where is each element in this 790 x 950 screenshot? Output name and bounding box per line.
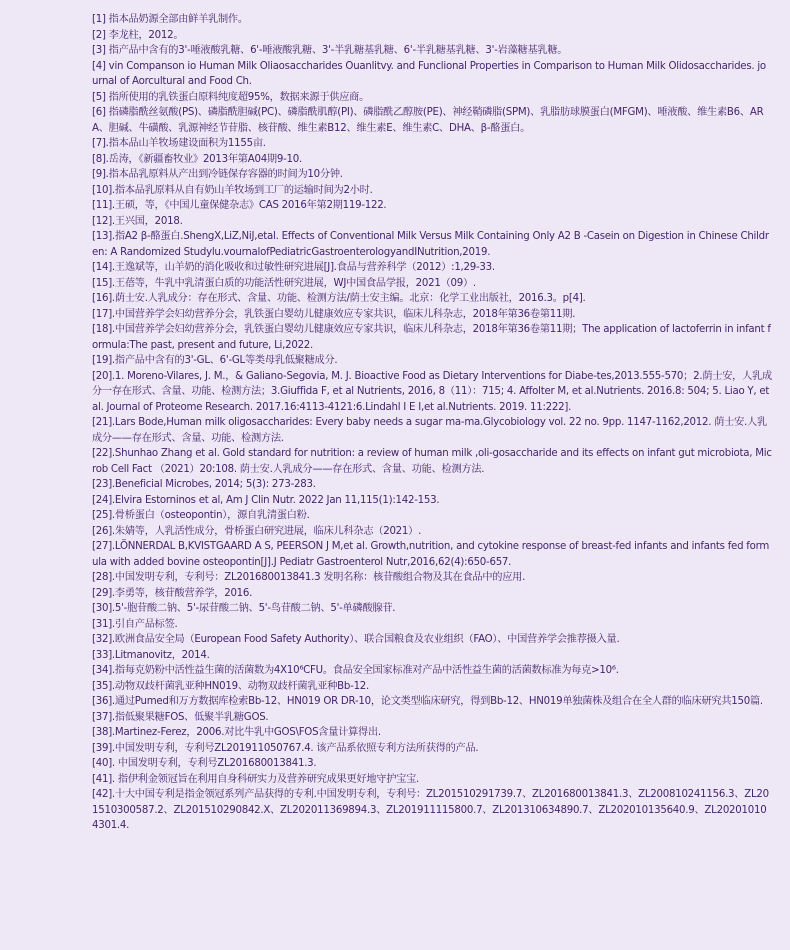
reference-item: [10].指本品乳原料从自有奶山羊牧场到工厂的运输时间为2小时. [92,184,373,196]
reference-item: [23].Beneficial Microbes, 2014; 5(3): 273-283. [92,479,316,490]
reference-item: [27].LÖNNERDAL B,KVISTGAARD A S, PEERSON J M,et al. Growth,nutrition, and cytokine response of breast-fed infants and infants fed formula with added bovine osteopontin[J].J Pediatr Gastroenterol Nutr,2016,62(4):650-657. [92,541,770,568]
reference-item: [40]. 中国发明专利，专利号ZL201680013841.3. [92,758,317,769]
reference-item: [25].骨桥蛋白（osteopontin），源自乳清蛋白粉. [92,510,310,521]
reference-item: [17].中国营养学会妇幼营养分会，乳铁蛋白婴幼儿健康效应专家共识，临床儿科杂志，2018年第36卷第11期. [92,308,576,320]
reference-item: [16].荫士安.人乳成分：存在形式、含量、功能、检测方法/荫士安主编。北京：化学工业出版社，2016.3。p[4]. [92,293,586,304]
reference-item: [2] 李龙柱，2012。 [92,29,184,41]
reference-item: [4] vin Companson io Human Milk Oliaosaccharides Ouanlitvy. and Funclional Properties in Comparison to Human Milk Olidosaccharides. journal of Aorcultural and Food Ch. [92,60,766,87]
reference-list [92,12,772,834]
reference-item: [8].岳涛，《新疆畜牧业》2013年第A04期9-10. [92,153,302,165]
reference-item: [3] 指产品中含有的3'-唾液酸乳糖、6'-唾液酸乳糖、3'-半乳糖基乳糖、6'-半乳糖基乳糖、3'-岩藻糖基乳糖。 [92,45,568,56]
reference-item: [12].王兴国，2018. [92,215,183,227]
reference-item: [26].朱婧等，人乳活性成分，骨桥蛋白研究进展，临床儿科杂志（2021）. [92,525,422,537]
reference-item: [20].1. Moreno-Vilares, J. M.，& Galiano-Segovia, M. J. Bioactive Food as Dietary Interventions for Diabe-tes,2013.555-570；2.荫士安，人乳成分一存在形式、含量、功能、检测方法；3.Giuffida F, et al Nutrients, 2016, 8（11）：715; 4. Affolter M, et al.Nutrients. 2016.8: 504; 5. Liao Y, et al. Journal of Proteome Research. 2017.16:4113-4121:6.Lindahl I E I,et al.Nutrients. 2019. 11:222]. [92,370,772,413]
reference-item: [7].指本品山羊牧场建设面积为1155亩. [92,138,266,149]
reference-item: [1] 指本品奶源全部由鲜羊乳制作。 [92,14,248,25]
reference-item: [36].通过Pumed和万方数据库检索Bb-12、HN019 OR DR-10，论文类型临床研究，得到Bb-12、HN019单独菌株及组合在全人群的临床研究共150篇. [92,696,763,707]
reference-item: [19].指产品中含有的3'-GL、6'-GL等类母乳低聚糖成分. [92,355,338,366]
reference-item: [35].动物双歧杆菌乳亚种HN019、动物双歧杆菌乳亚种Bb-12. [92,680,370,692]
reference-item: [18].中国营养学会妇幼营养分会，乳铁蛋白婴幼儿健康效应专家共识，临床儿科杂志，2018年第36卷第11期；The application of lactoferrin in infant formula:The past, present and future, Li,2022. [92,324,771,351]
reference-item: [14].王逸斌等，山羊奶的消化吸收和过敏性研究进展[J].食品与营养科学（2012）:1,29-33. [92,262,495,273]
reference-item: [5] 指所使用的乳铁蛋白原料纯度超95%，数据来源于供应商。 [92,91,370,103]
reference-item: [37].指低聚果糖FOS、低聚半乳糖GOS. [92,711,269,723]
reference-item: [38].Martinez-Ferez，2006.对比牛乳中GOS\FOS含量计算得出. [92,727,381,738]
reference-item: [28].中国发明专利，专利号：ZL201680013841.3 发明名称：核苷酸组合物及其在食品中的应用. [92,572,526,583]
reference-item: [29].李勇等，核苷酸营养学，2016. [92,587,253,599]
reference-item: [15].王蓓等，牛乳中乳清蛋白质的功能活性研究进展，WJ中国食品学报，2021（09）. [92,277,476,289]
reference-item: [13].指A2 β-酪蛋白.ShengX,LiZ,NiJ,etal. Effects of Conventional Milk Versus Milk Containing Only A2 B -Casein on Digestion in Chinese Children: A Randomized Studylu.vournalofPediatricGastroenterologyandINutrition,2019. [92,231,769,258]
reference-item: [33].Litmanovitz，2014. [92,649,210,661]
reference-item: [30].5'-胞苷酸二钠、5'-尿苷酸二钠、5'-鸟苷酸二钠、5'-单磷酸腺苷. [92,603,396,614]
reference-item: [11].王硕，等，《中国儿童保健杂志》CAS 2016年第2期119-122. [92,200,387,211]
reference-item: [39].中国发明专利，专利号ZL201911050767.4. 该产品系依照专利方法所获得的产品. [92,742,479,754]
reference-item: [9].指本品乳原料从产出到冷链保存容器的时间为10分钟. [92,169,343,180]
reference-item: [21].Lars Bode,Human milk oligosaccharides: Every baby needs a sugar ma-ma.Glycobiology vol. 22 no. 9pp. 1147-1162,2012. 荫士安.人乳成分——存在形式、含量、功能、检测方法. [92,417,767,444]
reference-item: [24].Elvira Estorninos et al, Am J Clin Nutr. 2022 Jan 11,115(1):142-153. [92,494,440,506]
reference-item: [22].Shunhao Zhang et al. Gold standard for nutrition: a review of human milk ,oli-gosaccharide and its effects on infant gut microbiota, Microb Cell Fact （2021）20:108. 荫士安.人乳成分——存在形式、含量、功能、检测方法. [92,448,772,475]
reference-item: [41]. 指伊利金领冠旨在利用自身科研实力及营养研究成果更好地守护宝宝. [92,773,419,785]
reference-item: [34].指每克奶粉中活性益生菌的活菌数为4X10⁶CFU。食品安全国家标准对产品中活性益生菌的活菌数标准为每克>10⁶. [92,665,619,676]
reference-item: [42].十大中国专利是指金领冠系列产品获得的专利.中国发明专利，专利号：ZL201510291739.7、ZL201680013841.3、ZL200810241156.3、ZL201510300587.2、ZL201510290842.X、ZL202011369894.3、ZL201911115800.7、ZL201310634890.7、ZL202010135640.9、ZL202010104301.4. [92,789,769,831]
reference-item: [32].欧洲食品安全局（European Food Safety Authority）、联合国粮食及农业组织（FAO）、中国营养学会推荐摄入量. [92,634,620,645]
reference-item: [31].引自产品标签. [92,618,178,630]
reference-item: [6] 指磷脂酰丝氨酸(PS)、磷脂酰胆碱(PC)、磷脂酰肌醇(PI)、磷脂酰乙醇胺(PE)、神经鞘磷脂(SPM)、乳脂肪球膜蛋白(MFGM)、唾液酸、维生素B6、ARA、胆碱、牛磺酸、乳源神经节苷脂、核苷酸、维生素B12、维生素E、维生素C、DHA、β-酪蛋白。 [92,107,764,134]
